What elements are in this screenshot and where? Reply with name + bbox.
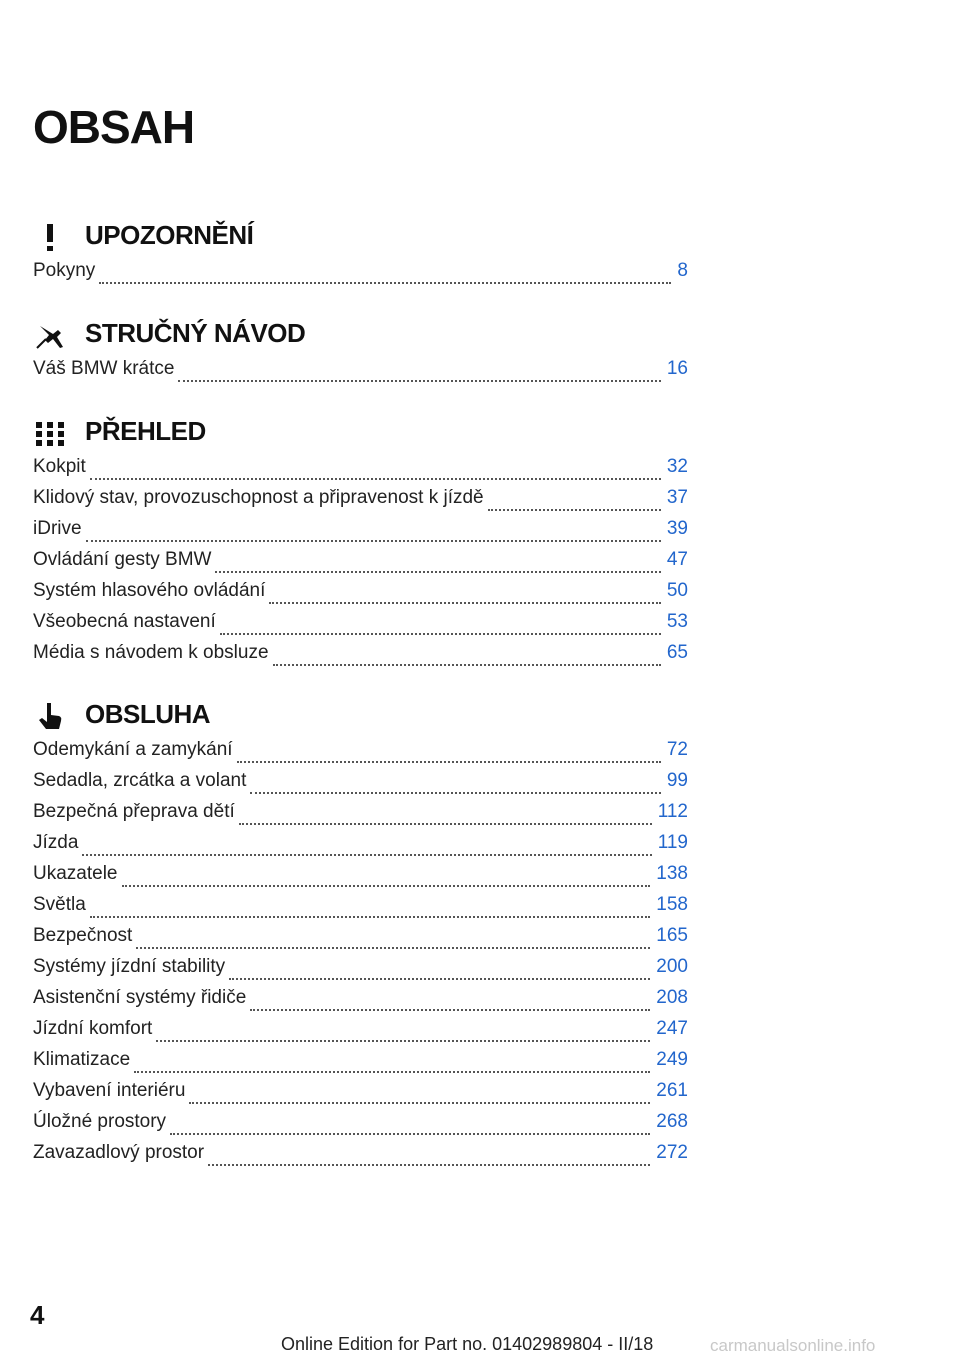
toc-entry-label: Zavazadlový prostor [33,1142,205,1163]
toc-entry-label: Bezpečnost [33,925,133,946]
toc-entry[interactable] [33,987,688,1018]
toc-entry[interactable] [33,832,688,863]
leader-dots [208,1164,650,1166]
toc-entry-label: Pokyny [33,260,96,281]
toc-entry-label: Média s návodem k obsluze [33,642,269,663]
toc-entry-page[interactable]: 268 [656,1111,688,1132]
section-header [33,212,688,260]
toc-entry-label: Ukazatele [33,863,118,884]
watermark: carmanualsonline.info [710,1336,876,1355]
section-upozorneni [33,212,688,291]
toc-entry[interactable] [33,487,688,518]
toc-entry-label: iDrive [33,518,82,539]
toc-entry[interactable] [33,642,688,673]
toc-entry-label: Ovládání gesty BMW [33,549,212,570]
section-prehled [33,408,688,673]
leader-dots [82,854,651,856]
toc-entry[interactable] [33,894,688,925]
toc-entry-page[interactable]: 32 [666,456,688,477]
toc-entry[interactable] [33,863,688,894]
toc-entry-page[interactable]: 65 [666,642,688,663]
toc-entry-page[interactable]: 249 [656,1049,688,1070]
toc-entry-page[interactable]: 208 [656,987,688,1008]
toc-entry[interactable] [33,925,688,956]
toc-entry-page[interactable]: 47 [666,549,688,570]
leader-dots [220,633,661,635]
toc-entry-label: Systémy jízdní stability [33,956,226,977]
footer-edition-note: Online Edition for Part no. 01402989804 - II/18 [281,1334,654,1354]
toc-entry-label: Úložné prostory [33,1111,167,1132]
grid-icon [33,418,67,448]
exclamation-icon [33,222,67,252]
toc-entry[interactable] [33,456,688,487]
leader-dots [86,540,661,542]
toc-entry-page[interactable]: 16 [666,358,688,379]
section-title: STRUČNÝ NÁVOD [85,318,306,348]
toc-entry-label: Klidový stav, provozuschopnost a připravenost k jízdě [33,487,484,508]
pin-icon [33,320,67,350]
toc-entry-label: Bezpečná přeprava dětí [33,801,235,822]
leader-dots [273,664,661,666]
toc-entry-label: Všeobecná nastavení [33,611,216,632]
toc-entry-page[interactable]: 72 [666,739,688,760]
section-header [33,408,688,456]
toc-entry-page[interactable]: 39 [666,518,688,539]
toc-entry-label: Kokpit [33,456,86,477]
toc-entry-label: Váš BMW krátce [33,358,175,379]
section-title: OBSLUHA [85,699,211,729]
toc-entry[interactable] [33,358,688,389]
toc-entry-page[interactable]: 165 [656,925,688,946]
section-title: PŘEHLED [85,416,206,446]
leader-dots [134,1071,650,1073]
toc-entry-label: Klimatizace [33,1049,131,1070]
toc-entry-page[interactable]: 112 [657,801,688,822]
leader-dots [488,509,661,511]
toc-entry[interactable] [33,739,688,770]
leader-dots [237,761,661,763]
toc-entry[interactable] [33,1080,688,1111]
toc-entry-page[interactable]: 138 [656,863,688,884]
toc-entry-page[interactable]: 158 [656,894,688,915]
toc-entry-label: Odemykání a zamykání [33,739,233,760]
toc-entry-page[interactable]: 261 [656,1080,688,1101]
leader-dots [250,1009,650,1011]
toc-entry[interactable] [33,1111,688,1142]
section-header [33,310,688,358]
leader-dots [269,602,660,604]
toc-entry-label: Systém hlasového ovládání [33,580,266,601]
toc-entry[interactable] [33,260,688,291]
leader-dots [189,1102,650,1104]
leader-dots [229,978,650,980]
page-number: 4 [30,1300,45,1330]
section-obsluha [33,691,688,1173]
toc-entry-label: Sedadla, zrcátka a volant [33,770,247,791]
leader-dots [250,792,661,794]
toc-entry[interactable] [33,770,688,801]
section-title: UPOZORNĚNÍ [85,220,254,250]
toc-entry-label: Světla [33,894,86,915]
toc-entry-page[interactable]: 200 [656,956,688,977]
toc-entry-page[interactable]: 247 [656,1018,688,1039]
leader-dots [136,947,650,949]
leader-dots [122,885,651,887]
leader-dots [239,823,652,825]
toc-entry-label: Jízdní komfort [33,1018,153,1039]
section-strucny-navod [33,310,688,389]
leader-dots [215,571,660,573]
toc-entry-page[interactable]: 272 [656,1142,688,1163]
toc-entry[interactable] [33,580,688,611]
toc-entry[interactable] [33,1142,688,1173]
toc-entry-label: Jízda [33,832,79,853]
leader-dots [90,478,661,480]
section-header [33,691,688,739]
toc-entry-label: Vybavení interiéru [33,1080,186,1101]
toc-entry-page[interactable]: 53 [666,611,688,632]
toc-entry-page[interactable]: 8 [677,260,688,281]
hand-pointer-icon [33,701,67,731]
toc-entry[interactable] [33,1049,688,1080]
leader-dots [170,1133,650,1135]
leader-dots [156,1040,650,1042]
toc-entry-label: Asistenční systémy řidiče [33,987,247,1008]
toc-entry[interactable] [33,801,688,832]
page-title: OBSAH [33,101,195,153]
toc-entry-page[interactable]: 50 [666,580,688,601]
toc-entry-page[interactable]: 37 [666,487,688,508]
toc-entry[interactable] [33,1018,688,1049]
toc-entry[interactable] [33,518,688,549]
leader-dots [178,380,660,382]
toc-entry-page[interactable]: 119 [657,832,688,853]
toc-entry-page[interactable]: 99 [666,770,688,791]
toc-entry[interactable] [33,549,688,580]
toc-entry[interactable] [33,956,688,987]
toc-entry[interactable] [33,611,688,642]
leader-dots [90,916,650,918]
leader-dots [99,282,671,284]
